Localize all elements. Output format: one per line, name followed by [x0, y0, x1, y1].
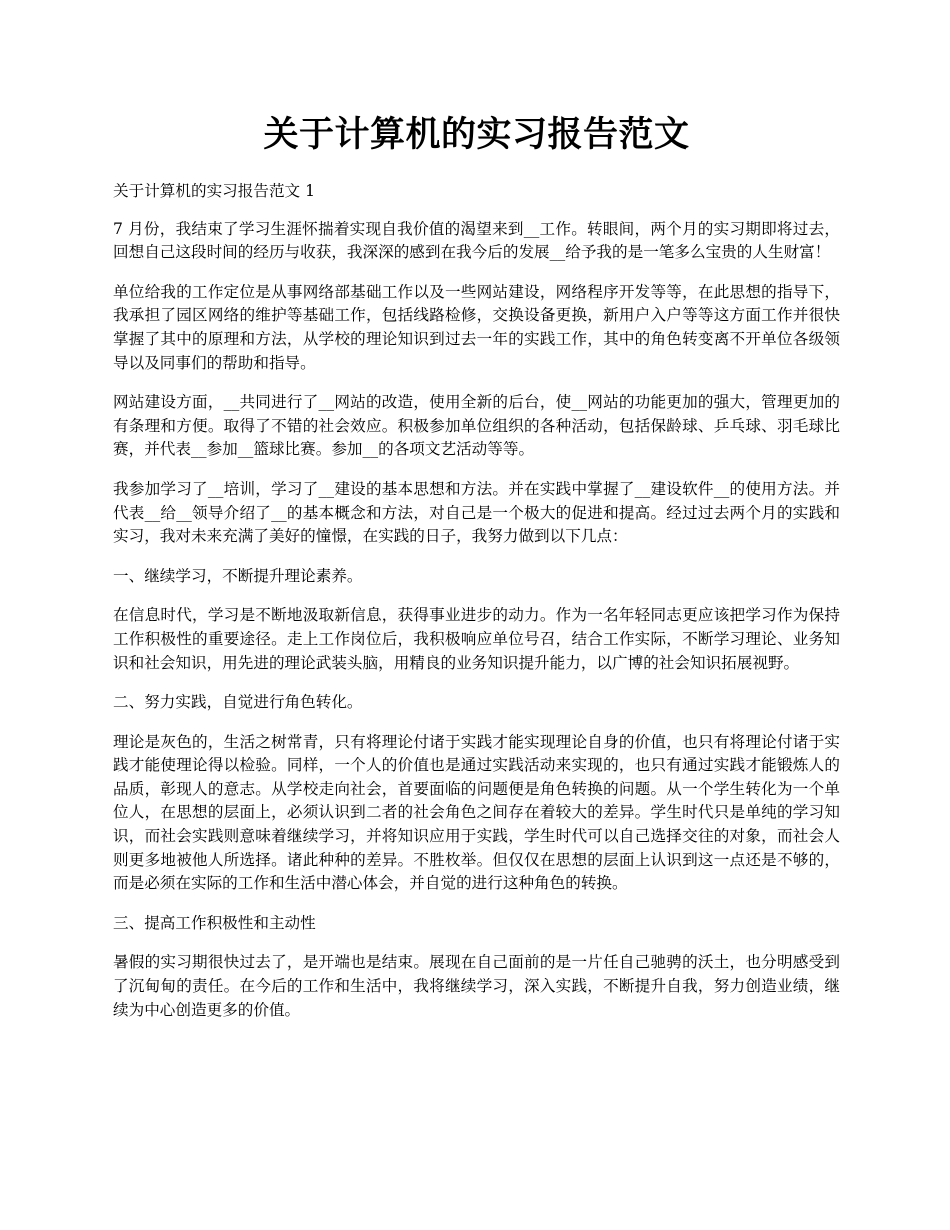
document-title: 关于计算机的实习报告范文 — [263, 114, 690, 155]
paragraph-learning: 在信息时代，学习是不断地汲取新信息，获得事业进步的动力。作为一名年轻同志更应该把学习作为保持工作积极性的重要途径。走上工作岗位后，我积极响应单位号召，结合工作实际，不断学习理论、业务知识和社会知识，用先进的理论武装头脑，用精良的业务知识提升能力，以广博的社会知识拓展视野。 — [113, 606, 840, 672]
section-heading-3: 三、提高工作积极性和主动性 — [113, 913, 316, 932]
paragraph-training: 我参加学习了__培训，学习了__建设的基本思想和方法。并在实践中掌握了__建设软件__的使用方法。并代表__给__领导介绍了__的基本概念和方法，对自己是一个极大的促进和提高。经过过去两个月的实践和实习，我对未来充满了美好的憧憬，在实践的日子，我努力做到以下几点： — [113, 479, 840, 546]
paragraph-intro: 7 月份，我结束了学习生涯怀揣着实现自我价值的渴望来到__工作。转眼间，两个月的实习期即将过去，回想自己这段时间的经历与收获，我深深的感到在我今后的发展__给予我的是一笔多么宝贵的人生财富！ — [113, 219, 840, 262]
document-subtitle: 关于计算机的实习报告范文 1 — [113, 182, 316, 200]
paragraph-conclusion: 暑假的实习期很快过去了，是开端也是结束。展现在自己面前的是一片任自己驰骋的沃土，也分明感受到了沉甸甸的责任。在今后的工作和生活中，我将继续学习，深入实践，不断提升自我，努力创造业绩，继续为中心创造更多的价值。 — [113, 953, 840, 1019]
paragraph-job-role: 单位给我的工作定位是从事网络部基础工作以及一些网站建设，网络程序开发等等，在此思想的指导下，我承担了园区网络的维护等基础工作，包括线路检修，交换设备更换，新用户入户等等这方面工作并很快掌握了其中的原理和方法，从学校的理论知识到过去一年的实践工作，其中的角色转变离不开单位各级领导以及同事们的帮助和指导。 — [113, 282, 840, 372]
paragraph-website: 网站建设方面，__共同进行了__网站的改造，使用全新的后台，使__网站的功能更加的强大，管理更加的有条理和方便。取得了不错的社会效应。积极参加单位组织的各种活动，包括保龄球、乒乓球、羽毛球比赛，并代表__参加__篮球比赛。参加__的各项文艺活动等等。 — [113, 393, 840, 459]
section-heading-2: 二、努力实践，自觉进行角色转化。 — [113, 693, 363, 712]
document-page — [113, 110, 840, 1038]
paragraph-practice: 理论是灰色的，生活之树常青，只有将理论付诸于实践才能实现理论自身的价值，也只有将理论付诸于实践才能使理论得以检验。同样，一个人的价值也是通过实践活动来实现的，也只有通过实践才能锻炼人的品质，彰现人的意志。从学校走向社会，首要面临的问题便是角色转换的问题。从一个学生转化为一个单位人，在思想的层面上，必须认识到二者的社会角色之间存在着较大的差异。学生时代只是单纯的学习知识，而社会实践则意味着继续学习，并将知识应用于实践，学生时代可以自己选择交往的对象，而社会人则更多地被他人所选择。诸此种种的差异。不胜枚举。但仅仅在思想的层面上认识到这一点还是不够的，而是必须在实际的工作和生活中潜心体会，并自觉的进行这种角色的转换。 — [113, 732, 840, 893]
section-heading-1: 一、继续学习，不断提升理论素养。 — [113, 566, 363, 585]
